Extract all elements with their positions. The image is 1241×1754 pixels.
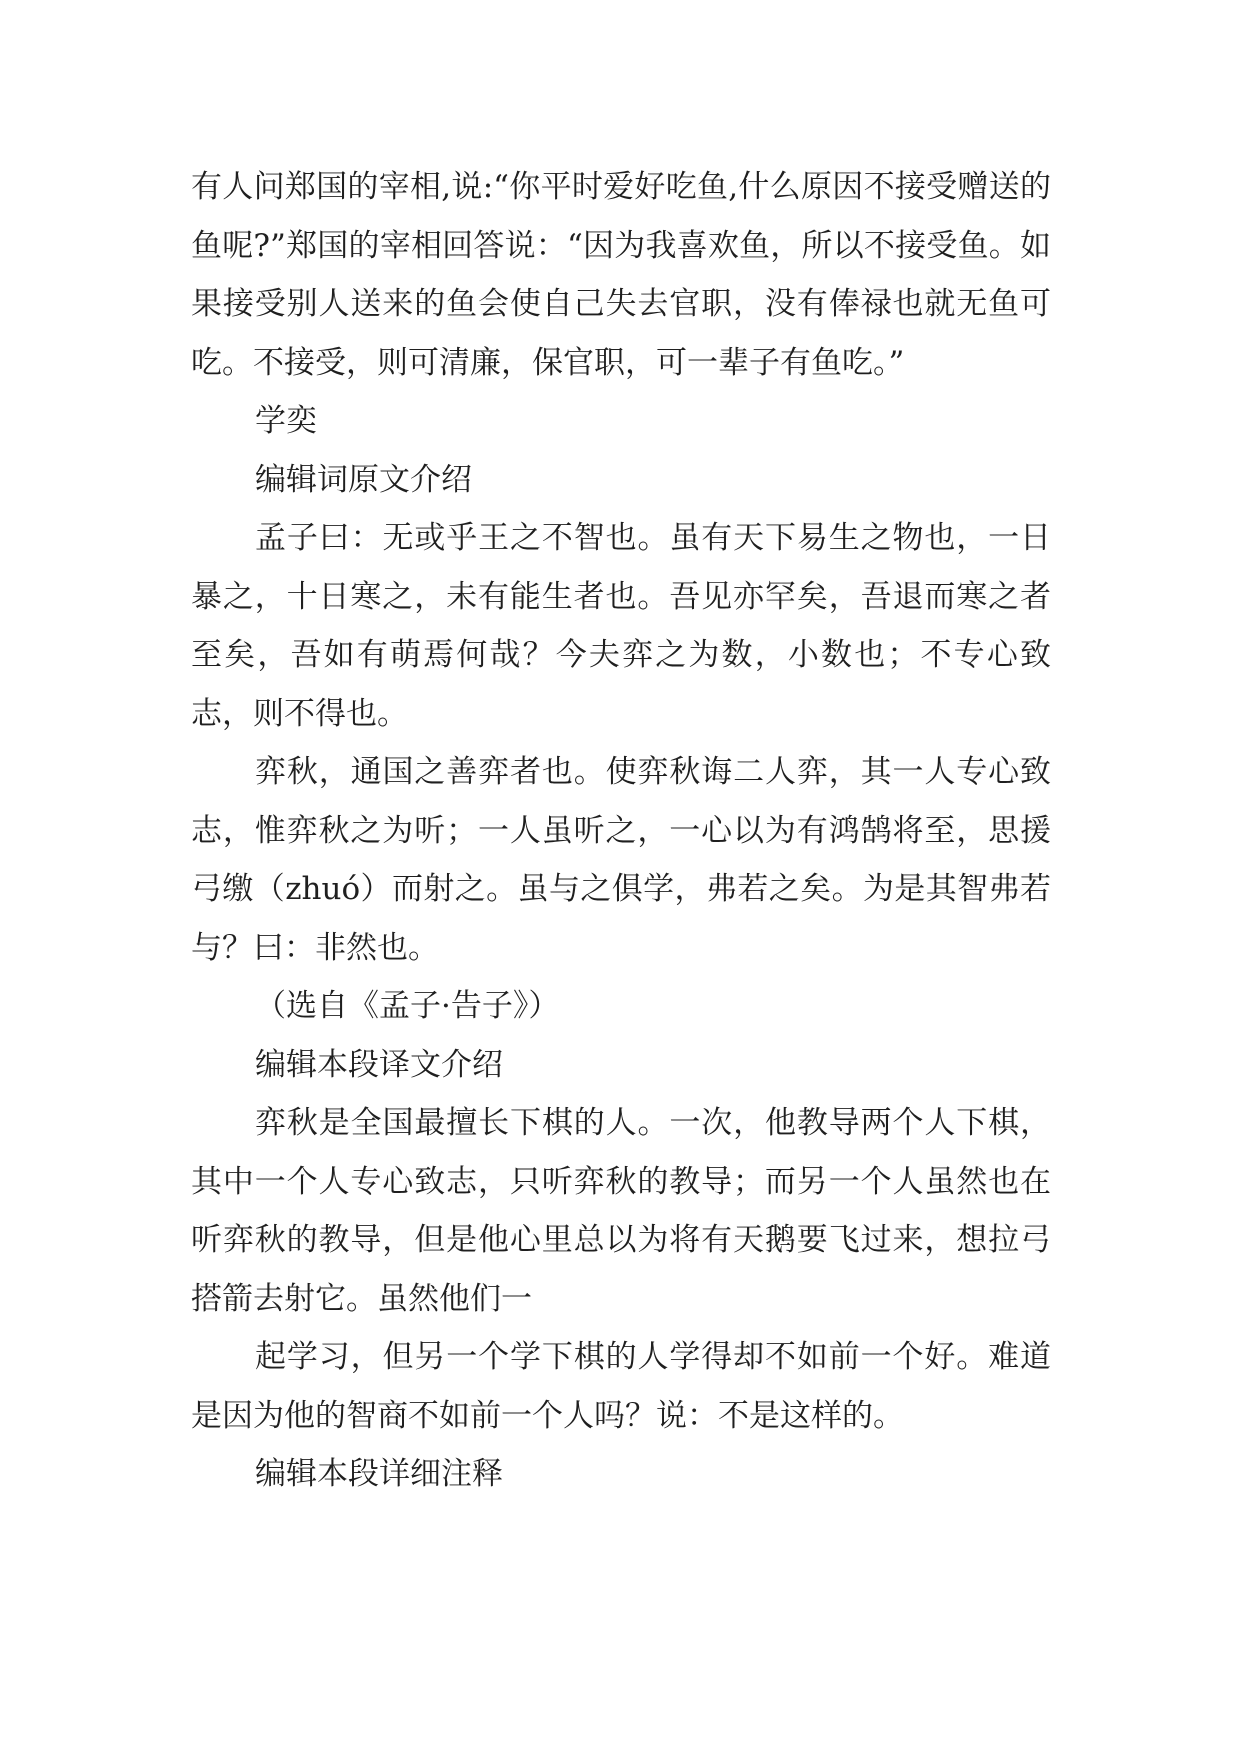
paragraph-zheng-minister: 有人问郑国的宰相,说:“你平时爱好吃鱼,什么原因不接受赠送的鱼呢?”郑国的宰相回答说：“因为我喜欢鱼，所以不接受鱼。如果接受别人送来的鱼会使自己失去官职，没有俸禄也就无鱼可吃。不接受，则可清廉，保官职，可一辈子有鱼吃。”	[191, 169, 1051, 381]
paragraph-translation-part2: 起学习，但另一个学下棋的人学得却不如前一个好。难道是因为他的智商不如前一个人吗？说：不是这样的。	[191, 1339, 1051, 1434]
heading-translation: 编辑本段译文介绍	[255, 1046, 503, 1083]
heading-original-text: 编辑词原文介绍	[255, 461, 472, 498]
section-title-xueyi: 学奕	[255, 403, 317, 439]
document-body	[191, 158, 1051, 1504]
paragraph-mencius-original: 孟子曰：无或乎王之不智也。虽有天下易生之物也，一日暴之，十日寒之，未有能生者也。吾见亦罕矣，吾退而寒之者至矣，吾如有萌焉何哉？今夫弈之为数，小数也；不专心致志，则不得也。	[191, 520, 1051, 732]
heading-annotations: 编辑本段详细注释	[255, 1456, 503, 1492]
paragraph-translation-part1: 弈秋是全国最擅长下棋的人。一次，他教导两个人下棋，其中一个人专心致志，只听弈秋的教导；而另一个人虽然也在听弈秋的教导，但是他心里总以为将有天鹅要飞过来，想拉弓搭箭去射它。虽然他们一	[191, 1105, 1051, 1317]
paragraph-yiqiu-original: 弈秋，通国之善弈者也。使弈秋诲二人弈，其一人专心致志，惟弈秋之为听；一人虽听之，一心以为有鸿鹄将至，思援弓缴（zhuó）而射之。虽与之俱学，弗若之矣。为是其智弗若与？曰：非然也。	[191, 754, 1051, 966]
source-citation: （选自《孟子·告子》）	[255, 988, 560, 1024]
